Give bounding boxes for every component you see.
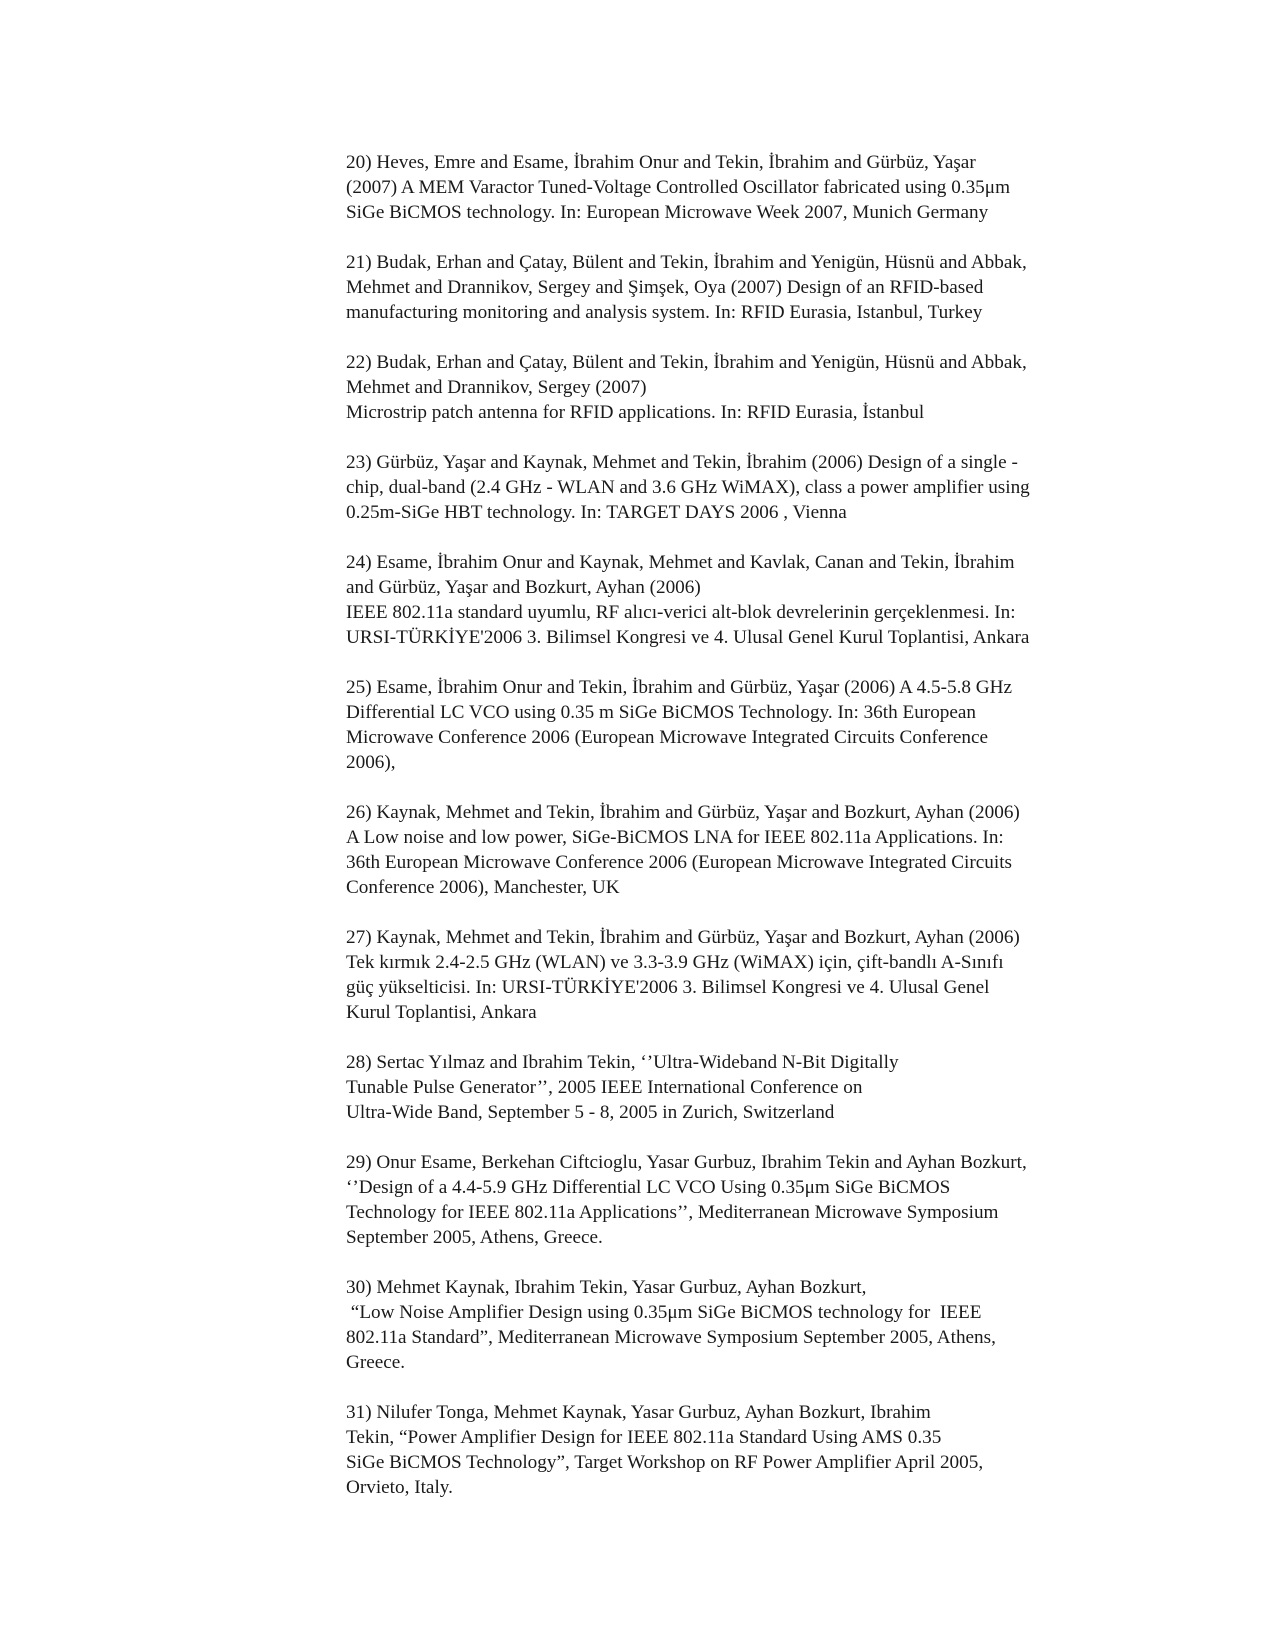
entry-text-line: A Low noise and low power, SiGe-BiCMOS LNA for IEEE 802.11a Applications. In:	[346, 827, 1004, 848]
entry-text-line: Greece.	[346, 1352, 406, 1373]
entry-text-line: chip, dual-band (2.4 GHz - WLAN and 3.6 GHz WiMAX), class a power amplifier using	[346, 477, 1030, 498]
entry-text-line: 24) Esame, İbrahim Onur and Kaynak, Mehmet and Kavlak, Canan and Tekin, İbrahim	[346, 552, 1015, 573]
publication-entry	[346, 675, 1106, 775]
entry-text-line: Differential LC VCO using 0.35 m SiGe BiCMOS Technology. In: 36th European	[346, 702, 977, 723]
entry-text-line: and Gürbüz, Yaşar and Bozkurt, Ayhan (2006)	[346, 577, 701, 598]
publication-entry	[346, 925, 1106, 1025]
entry-text-line: Microwave Conference 2006 (European Microwave Integrated Circuits Conference	[346, 727, 988, 748]
publication-entry	[346, 1150, 1106, 1250]
entry-text-line: manufacturing monitoring and analysis system. In: RFID Eurasia, Istanbul, Turkey	[346, 302, 983, 323]
entry-text-line: SiGe BiCMOS technology. In: European Microwave Week 2007, Munich Germany	[346, 202, 989, 223]
entry-text-line: URSI-TÜRKİYE'2006 3. Bilimsel Kongresi ve 4. Ulusal Genel Kurul Toplantisi, Ankara	[346, 627, 1030, 648]
entry-text-line: 28) Sertac Yılmaz and Ibrahim Tekin, ‘’Ultra-Wideband N-Bit Digitally	[346, 1052, 899, 1073]
publication-entry	[346, 450, 1106, 525]
entry-text-line: SiGe BiCMOS Technology”, Target Workshop on RF Power Amplifier April 2005,	[346, 1452, 984, 1473]
entry-text-line: Tunable Pulse Generator’’, 2005 IEEE International Conference on	[346, 1077, 863, 1098]
entry-text-line: 22) Budak, Erhan and Çatay, Bülent and Tekin, İbrahim and Yenigün, Hüsnü and Abbak,	[346, 352, 1027, 373]
entry-text-line: 0.25m-SiGe HBT technology. In: TARGET DAYS 2006 , Vienna	[346, 502, 847, 523]
entry-text-line: IEEE 802.11a standard uyumlu, RF alıcı-verici alt-blok devrelerinin gerçeklenmesi. In:	[346, 602, 1016, 623]
entry-text-line: Ultra-Wide Band, September 5 - 8, 2005 in Zurich, Switzerland	[346, 1102, 835, 1123]
entry-text-line: 2006),	[346, 752, 396, 773]
entry-text-line: Orvieto, Italy.	[346, 1477, 453, 1498]
entry-text-line: 21) Budak, Erhan and Çatay, Bülent and Tekin, İbrahim and Yenigün, Hüsnü and Abbak,	[346, 252, 1027, 273]
publication-entry	[346, 350, 1106, 425]
publication-entry	[346, 800, 1106, 900]
entry-text-line: 31) Nilufer Tonga, Mehmet Kaynak, Yasar Gurbuz, Ayhan Bozkurt, Ibrahim	[346, 1402, 931, 1423]
entry-text-line: 27) Kaynak, Mehmet and Tekin, İbrahim and Gürbüz, Yaşar and Bozkurt, Ayhan (2006)	[346, 927, 1020, 948]
publication-entry	[346, 1400, 1106, 1500]
entry-text-line: September 2005, Athens, Greece.	[346, 1227, 603, 1248]
entry-text-line: (2007) A MEM Varactor Tuned-Voltage Controlled Oscillator fabricated using 0.35μm	[346, 177, 1010, 198]
publication-list	[346, 150, 1106, 1525]
publication-entry	[346, 1275, 1106, 1375]
entry-text-line: Conference 2006), Manchester, UK	[346, 877, 620, 898]
entry-text-line: 25) Esame, İbrahim Onur and Tekin, İbrahim and Gürbüz, Yaşar (2006) A 4.5-5.8 GHz	[346, 677, 1012, 698]
publication-entry	[346, 250, 1106, 325]
entry-text-line: 29) Onur Esame, Berkehan Ciftcioglu, Yasar Gurbuz, Ibrahim Tekin and Ayhan Bozkurt,	[346, 1152, 1027, 1173]
publication-entry	[346, 150, 1106, 225]
entry-text-line: Technology for IEEE 802.11a Applications’’, Mediterranean Microwave Symposium	[346, 1202, 999, 1223]
publication-entry	[346, 1050, 1106, 1125]
entry-text-line: Mehmet and Drannikov, Sergey (2007)	[346, 377, 647, 398]
entry-text-line: Kurul Toplantisi, Ankara	[346, 1002, 537, 1023]
entry-text-line: Microstrip patch antenna for RFID applications. In: RFID Eurasia, İstanbul	[346, 402, 925, 423]
entry-text-line: Mehmet and Drannikov, Sergey and Şimşek, Oya (2007) Design of an RFID-based	[346, 277, 984, 298]
entry-text-line: Tekin, “Power Amplifier Design for IEEE 802.11a Standard Using AMS 0.35	[346, 1427, 942, 1448]
entry-text-line: 20) Heves, Emre and Esame, İbrahim Onur and Tekin, İbrahim and Gürbüz, Yaşar	[346, 152, 976, 173]
entry-text-line: Tek kırmık 2.4-2.5 GHz (WLAN) ve 3.3-3.9 GHz (WiMAX) için, çift-bandlı A-Sınıfı	[346, 952, 1004, 973]
entry-text-line: 802.11a Standard”, Mediterranean Microwave Symposium September 2005, Athens,	[346, 1327, 996, 1348]
entry-text-line: güç yükselticisi. In: URSI-TÜRKİYE'2006 3. Bilimsel Kongresi ve 4. Ulusal Genel	[346, 977, 990, 998]
entry-text-line: 30) Mehmet Kaynak, Ibrahim Tekin, Yasar Gurbuz, Ayhan Bozkurt,	[346, 1277, 867, 1298]
entry-text-line: ‘’Design of a 4.4-5.9 GHz Differential LC VCO Using 0.35μm SiGe BiCMOS	[346, 1177, 951, 1198]
entry-text-line: 23) Gürbüz, Yaşar and Kaynak, Mehmet and Tekin, İbrahim (2006) Design of a single -	[346, 452, 1018, 473]
entry-text-line: 26) Kaynak, Mehmet and Tekin, İbrahim and Gürbüz, Yaşar and Bozkurt, Ayhan (2006)	[346, 802, 1020, 823]
publication-entry	[346, 550, 1106, 650]
entry-text-line: 36th European Microwave Conference 2006 (European Microwave Integrated Circuits	[346, 852, 1012, 873]
entry-text-line: “Low Noise Amplifier Design using 0.35μm SiGe BiCMOS technology for IEEE	[346, 1302, 982, 1323]
